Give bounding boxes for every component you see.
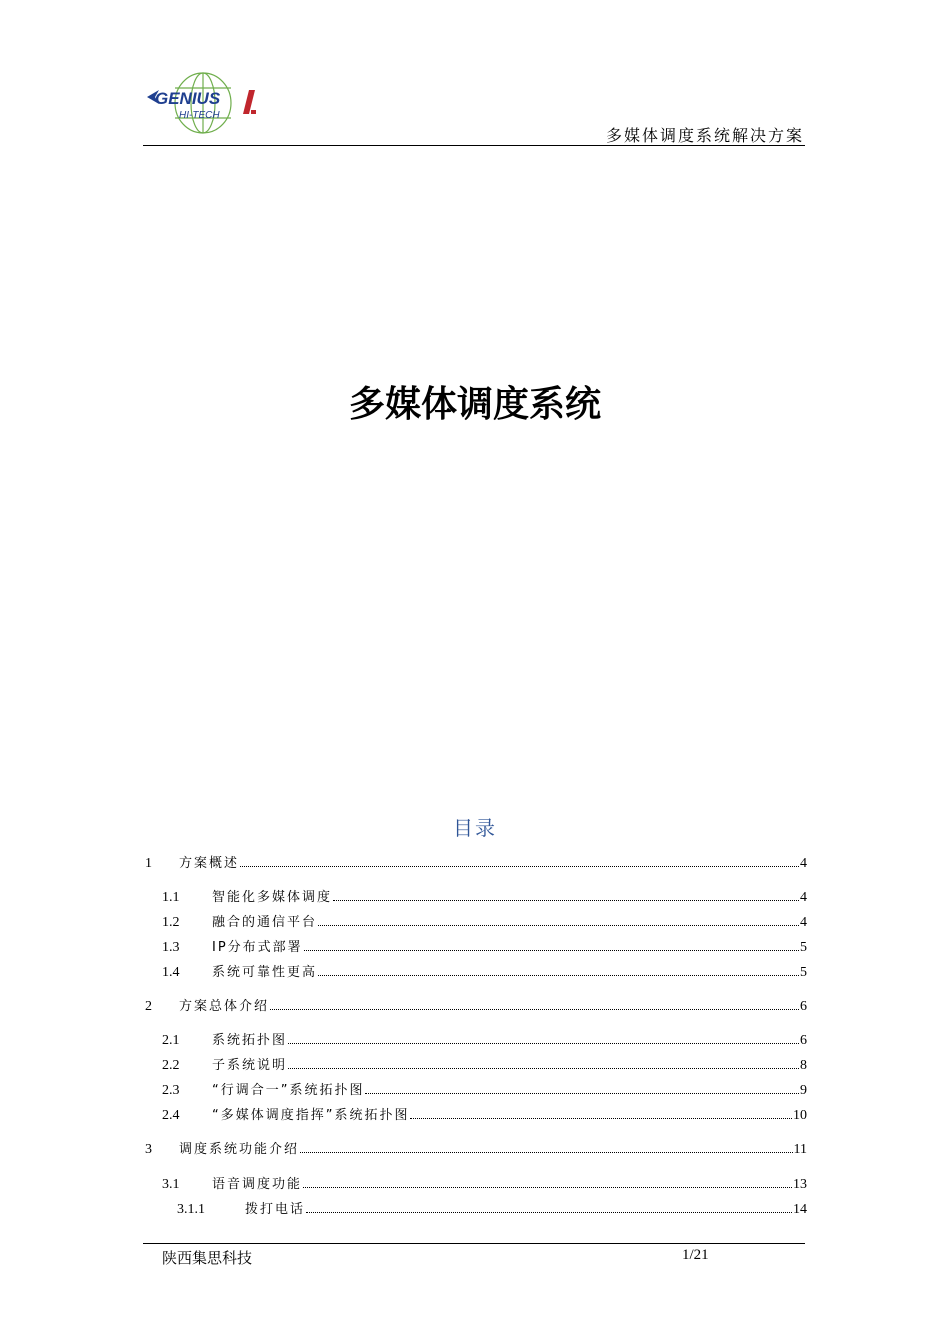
toc-leader	[304, 950, 799, 951]
toc-leader	[318, 925, 799, 926]
toc-entry[interactable]	[162, 964, 807, 982]
footer-divider	[143, 1243, 805, 1244]
toc-entry-page: 13	[793, 1177, 807, 1192]
toc-entry-number: 1.1	[162, 890, 180, 905]
toc-entry-number: 2.3	[162, 1083, 180, 1098]
toc-leader	[303, 1187, 792, 1188]
toc-entry-title: 方案总体介绍	[179, 999, 270, 1014]
logo-dot-icon	[251, 110, 256, 114]
company-logo	[145, 70, 265, 136]
toc-entry-title: 调度系统功能介绍	[179, 1142, 300, 1157]
toc-entry[interactable]	[162, 889, 807, 907]
toc-entry-page: 4	[800, 890, 807, 905]
toc-leader	[288, 1043, 799, 1044]
toc-entry[interactable]	[145, 998, 807, 1016]
toc-leader	[306, 1212, 792, 1213]
toc-entry-number: 1.2	[162, 915, 180, 930]
toc-entry-title: 融合的通信平台	[212, 915, 318, 930]
header-title: 多媒体调度系统解决方案	[605, 126, 804, 145]
toc-entry-page: 8	[800, 1058, 807, 1073]
toc-leader	[288, 1068, 799, 1069]
toc-entry[interactable]	[162, 939, 807, 957]
toc-leader	[410, 1118, 792, 1119]
toc-entry-page: 6	[800, 1033, 807, 1048]
toc-entry-number: 3	[145, 1142, 152, 1157]
toc-leader	[365, 1093, 799, 1094]
footer-page-indicator: 1/21	[682, 1247, 709, 1263]
toc-entry[interactable]	[162, 1082, 807, 1100]
toc-entry-title: 智能化多媒体调度	[212, 890, 333, 905]
toc-entry-page: 5	[800, 965, 807, 980]
toc-entry[interactable]	[177, 1201, 807, 1219]
document-title: 多媒体调度系统	[348, 384, 601, 425]
toc-entry-number: 2.4	[162, 1108, 180, 1123]
toc-entry-page: 5	[800, 940, 807, 955]
toc-entry-number: 2	[145, 999, 152, 1014]
toc-entry-title: “多媒体调度指挥”系统拓扑图	[212, 1108, 410, 1123]
toc-leader	[318, 975, 799, 976]
toc-leader	[300, 1152, 793, 1153]
footer-company: 陕西集思科技	[162, 1249, 253, 1267]
toc-leader	[333, 900, 799, 901]
toc-entry-page: 10	[793, 1108, 807, 1123]
toc-entry-title: 拨打电话	[245, 1202, 306, 1217]
toc-entry-title: 语音调度功能	[212, 1177, 303, 1192]
toc-entry-page: 4	[800, 915, 807, 930]
toc-entry[interactable]	[162, 1057, 807, 1075]
toc-entry-page: 6	[800, 999, 807, 1014]
toc-entry-title: 系统拓扑图	[212, 1033, 288, 1048]
toc-entry-number: 2.2	[162, 1058, 180, 1073]
toc-entry[interactable]	[162, 1176, 807, 1194]
toc-entry-title: 子系统说明	[212, 1058, 288, 1073]
toc-entry-page: 14	[793, 1202, 807, 1217]
toc-entry-title: “行调合一”系统拓扑图	[212, 1083, 365, 1098]
toc-entry-number: 2.1	[162, 1033, 180, 1048]
toc-entry-number: 1	[145, 856, 152, 871]
toc-heading: 目录	[453, 816, 497, 840]
toc-entry-title: IP分布式部署	[212, 940, 303, 955]
logo-subtext: HI-TECH	[179, 110, 220, 121]
logo-text: GENIUS	[155, 89, 221, 108]
toc-entry-number: 3.1.1	[177, 1202, 205, 1217]
header-divider	[143, 145, 805, 146]
toc-entry-number: 1.4	[162, 965, 180, 980]
toc-entry-page: 4	[800, 856, 807, 871]
toc-entry[interactable]	[145, 1141, 807, 1159]
toc-entry[interactable]	[162, 1107, 807, 1125]
toc-entry-title: 方案概述	[179, 856, 240, 871]
toc-leader	[270, 1009, 799, 1010]
toc-entry-title: 系统可靠性更高	[212, 965, 318, 980]
toc-entry[interactable]	[145, 855, 807, 873]
toc-entry-page: 9	[800, 1083, 807, 1098]
toc-entry[interactable]	[162, 914, 807, 932]
toc-leader	[240, 866, 799, 867]
toc-entry[interactable]	[162, 1032, 807, 1050]
toc-entry-number: 1.3	[162, 940, 180, 955]
toc-entry-page: 11	[793, 1142, 807, 1157]
toc-entry-number: 3.1	[162, 1177, 180, 1192]
